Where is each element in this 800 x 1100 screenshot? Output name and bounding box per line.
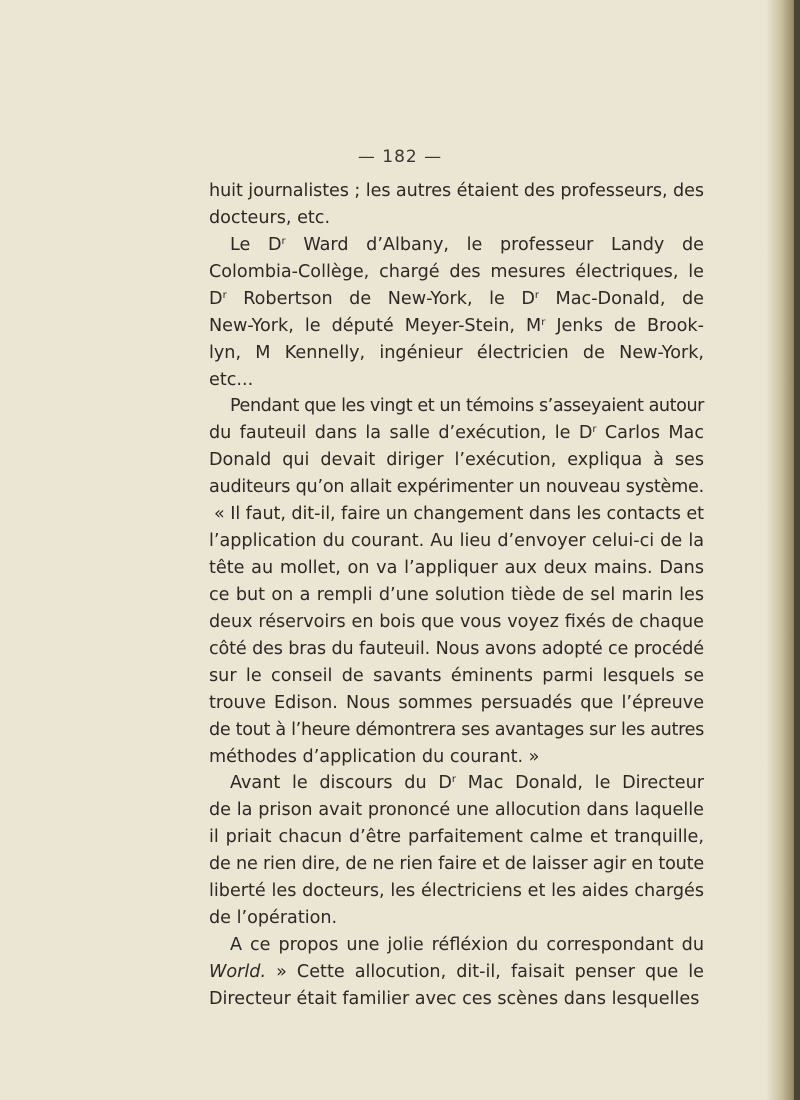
text-line: Directeur était familier avec ces scènes dans lesquelles	[209, 988, 700, 1009]
text-line: de la prison avait prononcé une allocution dans laquelle	[209, 800, 704, 821]
text-line: trouve Edison. Nous sommes persuadés que l’épreuve	[209, 692, 705, 713]
text-line: New-York, le député Meyer-Stein, $M^r$ Jenks de Brook-	[209, 315, 704, 336]
text-line: lyn, M Kennelly, ingénieur électricien de New-York,	[209, 342, 704, 363]
text-line: Donald qui devait diriger l’exécution, expliqua à ses	[209, 450, 704, 471]
page-number: — 182 —	[357, 147, 443, 167]
text-line: il priait chacun d’être parfaitement calme et tranquille,	[209, 827, 704, 848]
text-line: méthodes d’application du courant. »	[209, 746, 540, 767]
text-line: sur le conseil de savants éminents parmi lesquels se	[209, 665, 705, 686]
text-line: auditeurs qu’on allait expérimenter un nouveau système.	[209, 477, 705, 498]
text-line: Avant le discours du $D^r$ Mac Donald, le Directeur	[230, 773, 704, 794]
text-line: tête au mollet, on va l’appliquer aux deux mains. Dans	[209, 558, 704, 579]
text-line: docteurs, etc.	[209, 207, 331, 228]
text-line: Colombia-Collège, chargé des mesures électriques, le	[209, 261, 704, 282]
text-line: liberté les docteurs, les électriciens et les aides chargés	[209, 881, 705, 902]
text-line: World. » Cette allocution, dit-il, faisait penser que le	[209, 961, 704, 982]
text-line: côté des bras du fauteuil. Nous avons adopté ce procédé	[209, 638, 704, 659]
text-line: $D^r$ Robertson de New-York, le $D^r$ Mac-Donald, de	[209, 288, 704, 309]
text-line: Le $D^r$ Ward d’Albany, le professeur Landy de	[230, 234, 704, 255]
text-line: huit journalistes ; les autres étaient des professeurs, des	[209, 181, 704, 201]
text-line: de tout à l’heure démontrera ses avantages sur les autres	[209, 719, 704, 740]
text-line: du fauteuil dans la salle d’exécution, le $D^r$ Carlos Mac	[209, 423, 704, 444]
text-line: l’application du courant. Au lieu d’envoyer celui-ci de la	[209, 531, 704, 552]
text-line: ce but on a rempli d’une solution tiède de sel marin les	[209, 584, 705, 605]
text-line: A ce propos une jolie réfléxion du correspondant du	[230, 935, 704, 956]
text-line: « Il faut, dit-il, faire un changement dans les contacts et	[214, 504, 704, 525]
text-line: deux réservoirs en bois que vous voyez fixés de chaque	[209, 611, 704, 632]
text-line: Pendant que les vingt et un témoins s’asseyaient autour	[230, 396, 704, 417]
text-line: etc...	[209, 369, 254, 390]
text-line: de ne rien dire, de ne rien faire et de laisser agir en toute	[209, 854, 704, 875]
text-line: de l’opération.	[209, 908, 338, 929]
